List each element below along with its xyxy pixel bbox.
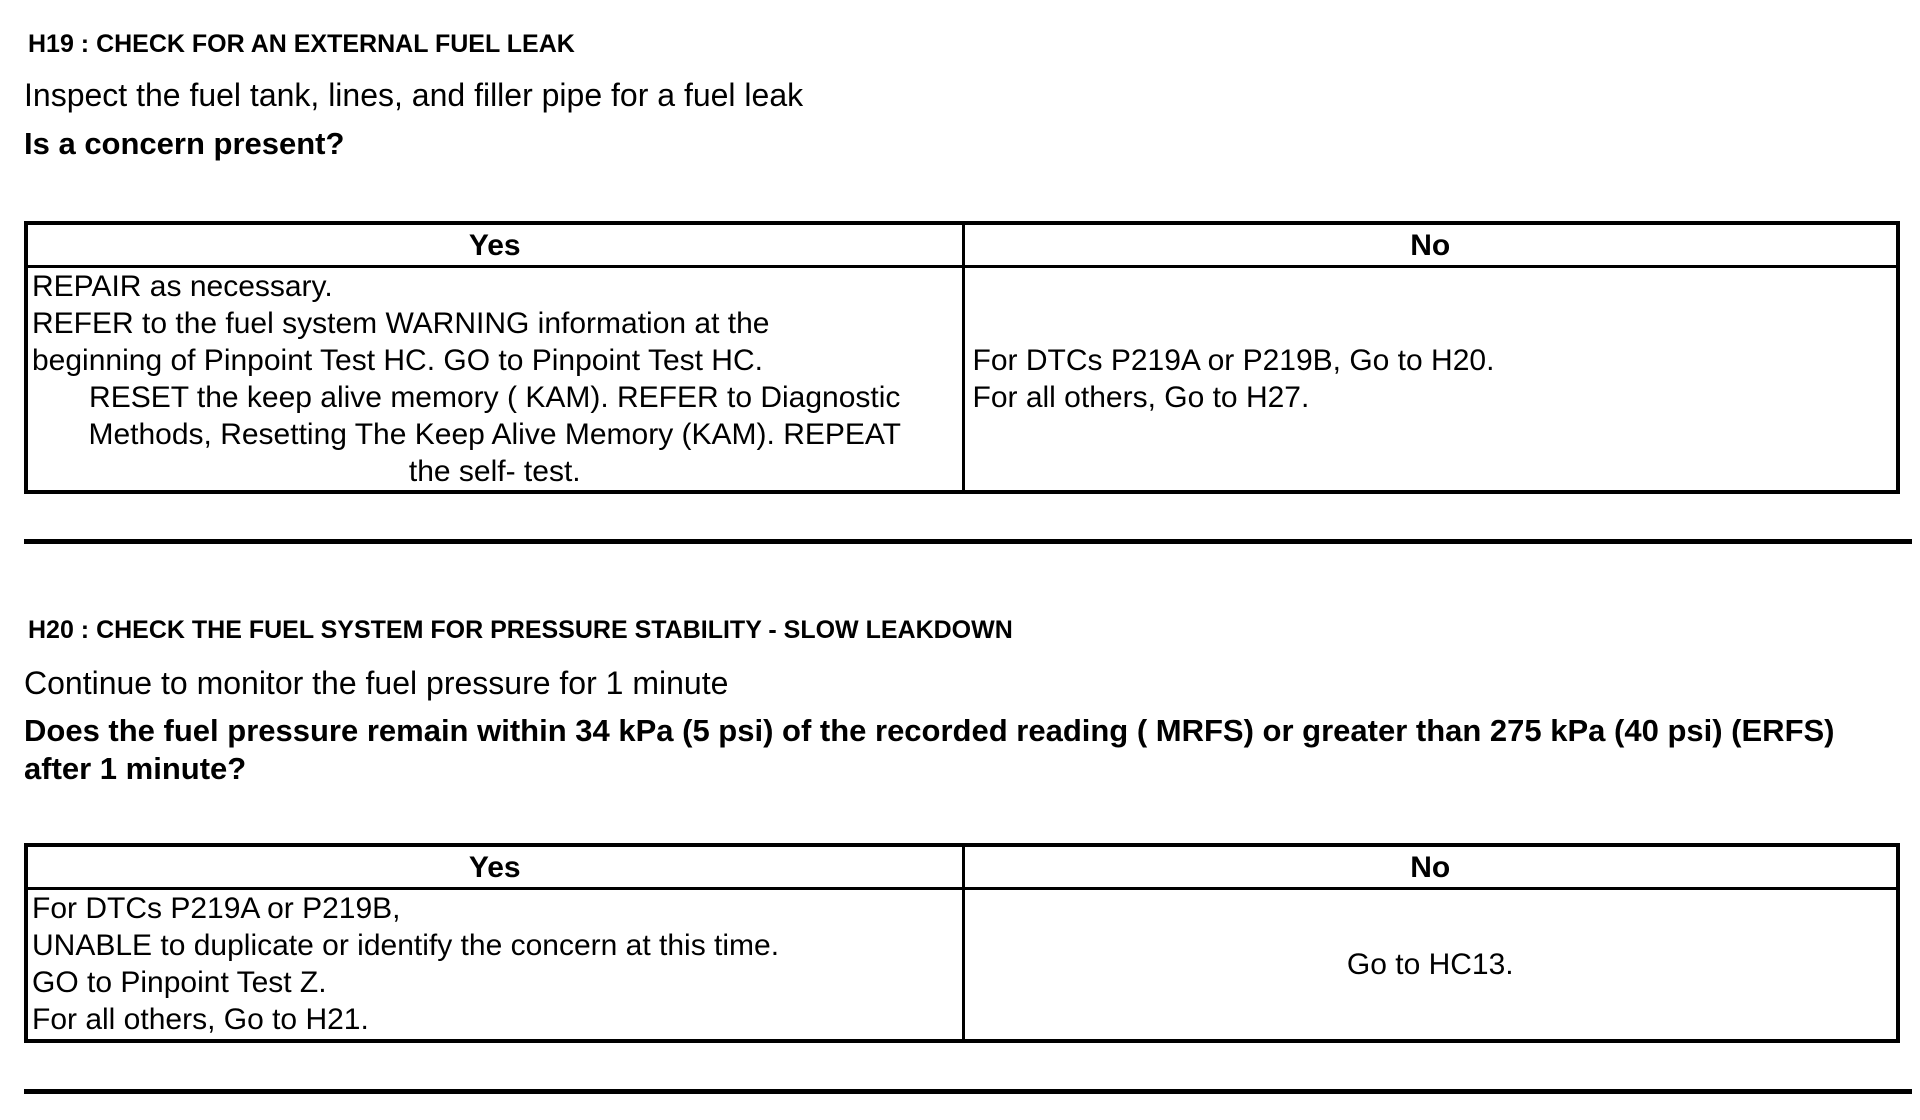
h20-no-cell: Go to HC13. [963, 889, 1898, 1041]
h20-question: Does the fuel pressure remain within 34 kPa (5 psi) of the recorded reading ( MRFS) or greater than 275 kPa (40 psi) (ERFS) after 1 minute? [24, 713, 1835, 786]
h20-yes-line: For DTCs P219A or P219B, [32, 892, 401, 926]
h20-yes-line: GO to Pinpoint Test Z. [32, 966, 327, 1000]
h20-no-header: No [963, 845, 1898, 889]
h20-header-row [26, 845, 1898, 889]
h19-instruction: Inspect the fuel tank, lines, and filler pipe for a fuel leak [24, 77, 804, 113]
h20-decision-table [24, 843, 1900, 1043]
h19-step-title: H19 : CHECK FOR AN EXTERNAL FUEL LEAK [28, 30, 575, 58]
h20-body-row [26, 889, 1898, 1041]
h20-yes-line: For all others, Go to H21. [32, 1003, 369, 1037]
h19-header-row [26, 223, 1898, 267]
h19-yes-line: RESET the keep alive memory ( KAM). REFER to Diagnostic [89, 381, 901, 414]
section-divider [24, 1089, 1912, 1094]
h19-question: Is a concern present? [24, 126, 345, 161]
h19-yes-line: REPAIR as necessary. [32, 270, 333, 303]
h20-instruction: Continue to monitor the fuel pressure for 1 minute [24, 665, 729, 701]
h20-step-title: H20 : CHECK THE FUEL SYSTEM FOR PRESSURE STABILITY - SLOW LEAKDOWN [28, 616, 1013, 644]
h20-yes-header: Yes [26, 845, 963, 889]
h19-decision-table [24, 221, 1900, 494]
h19-yes-line: beginning of Pinpoint Test HC. GO to Pinpoint Test HC. [32, 344, 763, 377]
h19-no-header: No [963, 223, 1898, 267]
h19-no-cell [963, 267, 1898, 493]
h19-no-line: For DTCs P219A or P219B, Go to H20. [972, 344, 1495, 377]
h19-yes-line: REFER to the fuel system WARNING information at the [32, 307, 770, 340]
h19-yes-cell [26, 267, 963, 493]
h20-yes-line: UNABLE to duplicate or identify the concern at this time. [32, 929, 780, 963]
section-divider [24, 539, 1912, 544]
h20-yes-cell [26, 889, 963, 1041]
h19-yes-line: the self- test. [408, 455, 581, 488]
h19-body-row [26, 267, 1898, 493]
h19-no-line: For all others, Go to H27. [972, 381, 1310, 414]
h19-yes-line: Methods, Resetting The Keep Alive Memory (KAM). REPEAT [88, 418, 902, 451]
h19-yes-header: Yes [26, 223, 963, 267]
